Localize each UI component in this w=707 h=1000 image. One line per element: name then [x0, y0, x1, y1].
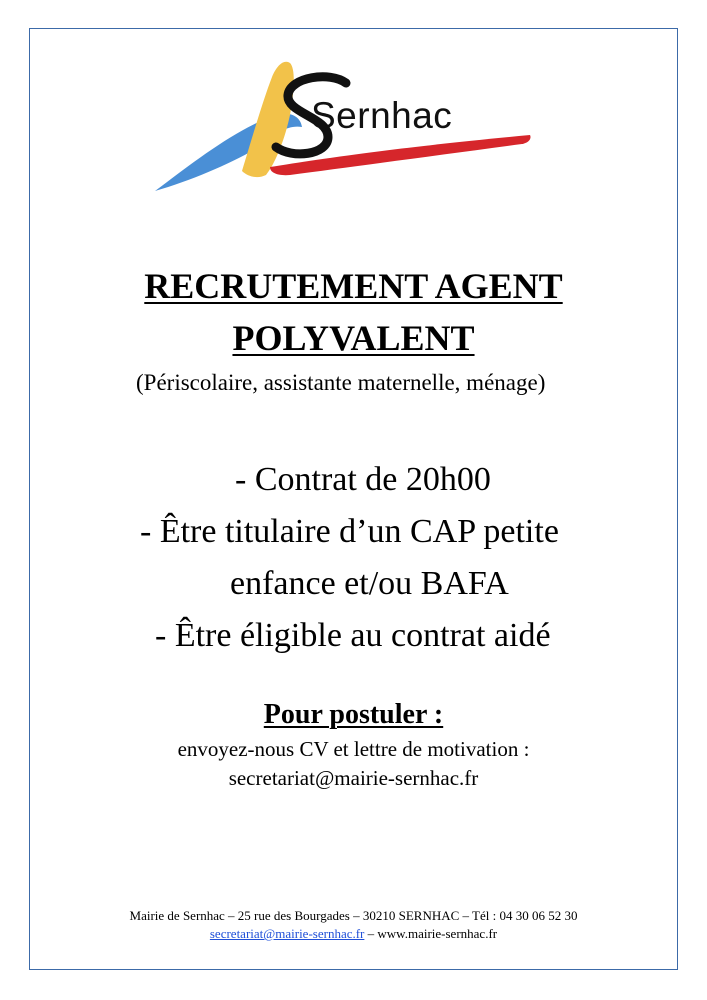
footer-address: Mairie de Sernhac – 25 rue des Bourgades – 30210 SERNHAC – Tél : 04 30 06 52 30 — [129, 908, 578, 923]
apply-email: secretariat@mairie-sernhac.fr — [228, 766, 479, 790]
requirement-diploma-line-1: - Être titulaire d’un CAP petite — [140, 513, 559, 550]
sernhac-logo — [150, 55, 540, 200]
logo-text: Sernhac — [311, 95, 453, 136]
page-title-line-2: POLYVALENT — [232, 318, 475, 358]
logo-yellow-peak — [242, 62, 294, 177]
apply-heading: Pour postuler : — [263, 699, 444, 730]
requirement-diploma-line-2: enfance et/ou BAFA — [230, 565, 509, 602]
footer-email-link[interactable]: secretariat@mairie-sernhac.fr — [209, 926, 365, 941]
apply-instructions: envoyez-nous CV et lettre de motivation : — [177, 737, 530, 761]
job-subtitle: (Périscolaire, assistante maternelle, ménage) — [136, 370, 546, 395]
footer-contact — [0, 925, 707, 942]
page-title-line-1: RECRUTEMENT AGENT — [144, 266, 563, 306]
requirement-eligibility: - Être éligible au contrat aidé — [155, 617, 551, 654]
requirement-contract: - Contrat de 20h00 — [235, 461, 491, 498]
footer-separator: – — [364, 926, 378, 941]
footer-website: www.mairie-sernhac.fr — [377, 926, 498, 941]
